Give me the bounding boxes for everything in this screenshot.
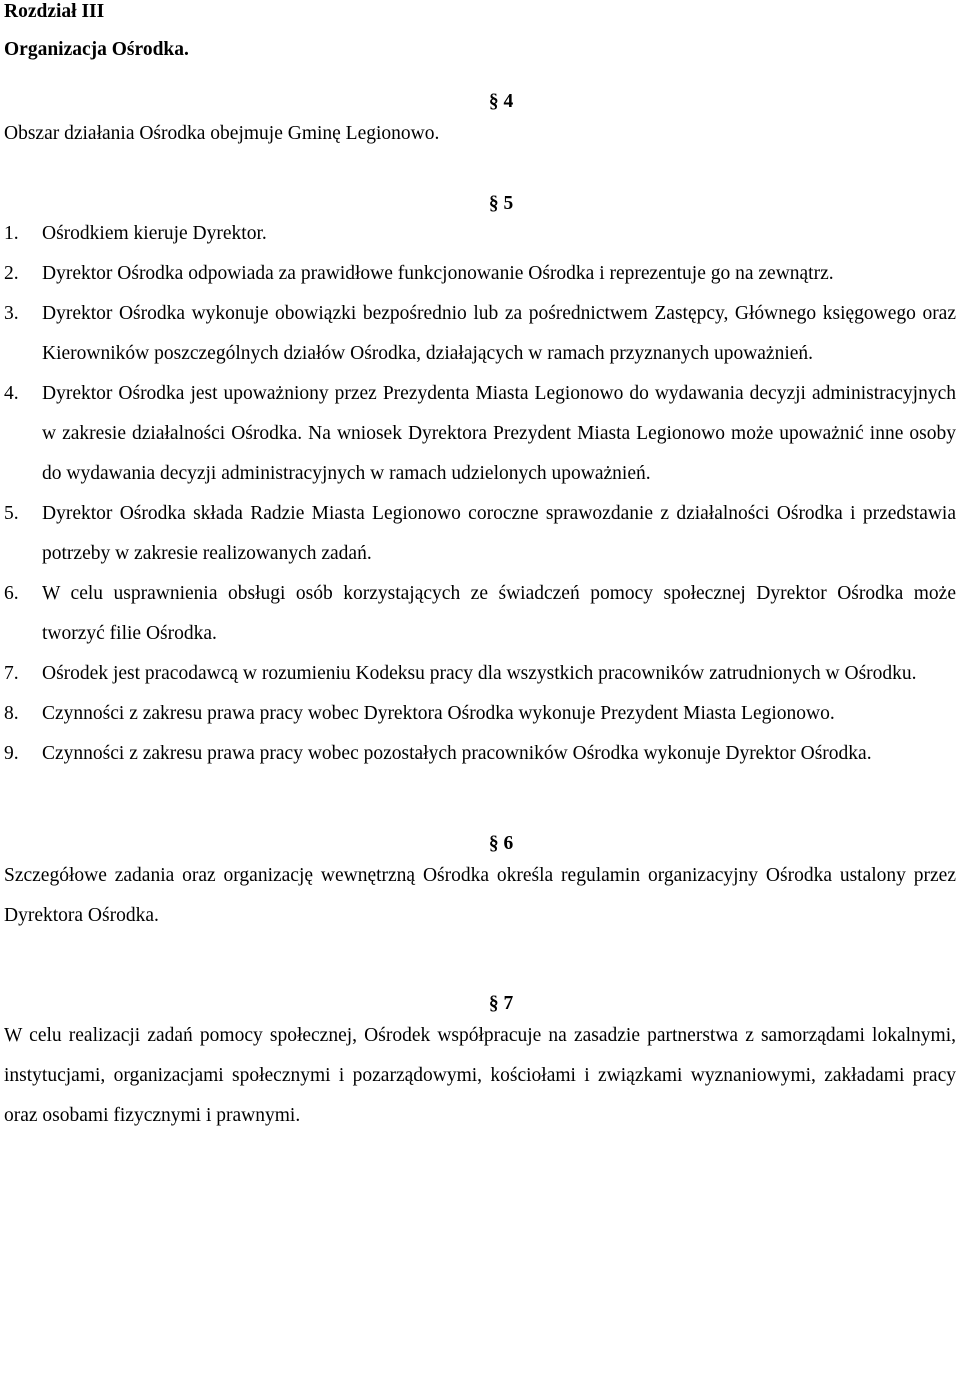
item-text: Dyrektor Ośrodka wykonuje obowiązki bezpośrednio lub za pośrednictwem Zastępcy, Głównego księgowego oraz Kierowników poszczególnych działów Ośrodka, działających w ramach przyznanych upoważnień.	[42, 303, 956, 364]
item-text: Czynności z zakresu prawa pracy wobec Dyrektora Ośrodka wykonuje Prezydent Miasta Legionowo.	[42, 703, 835, 724]
section-mark-6: § 6	[488, 833, 514, 854]
item-text: Dyrektor Ośrodka jest upoważniony przez Prezydenta Miasta Legionowo do wydawania decyzji administracyjnych w zakresie działalności Ośrodka. Na wniosek Dyrektora Prezydent Miasta Legionowo może upoważnić inne osoby do wydawania decyzji administracyjnych w ramach udzielonych upoważnień.	[42, 383, 956, 484]
chapter-title: Organizacja Ośrodka.	[4, 39, 189, 60]
section-4-text: Obszar działania Ośrodka obejmuje Gminę Legionowo.	[4, 123, 440, 144]
section-5-list	[4, 214, 956, 774]
section-mark-4: § 4	[488, 91, 514, 112]
section-6-text: Szczegółowe zadania oraz organizację wewnętrzną Ośrodka określa regulamin organizacyjny Ośrodka ustalony przez Dyrektora Ośrodka.	[4, 865, 956, 926]
list-item	[4, 214, 956, 254]
item-text: W celu usprawnienia obsługi osób korzystających ze świadczeń pomocy społecznej Dyrektor Ośrodka może tworzyć filie Ośrodka.	[42, 583, 956, 644]
item-number: 9.	[4, 743, 19, 764]
item-text: Dyrektor Ośrodka składa Radzie Miasta Legionowo coroczne sprawozdanie z działalności Ośrodka i przedstawia potrzeby w zakresie realizowanych zadań.	[42, 503, 956, 564]
list-item	[4, 694, 956, 734]
list-item	[4, 734, 956, 774]
list-item	[4, 254, 956, 294]
item-number: 7.	[4, 663, 19, 684]
list-item	[4, 654, 956, 694]
item-number: 8.	[4, 703, 19, 724]
item-number: 1.	[4, 223, 19, 244]
document-page	[4, 0, 956, 1136]
section-mark-5: § 5	[488, 193, 514, 214]
item-text: Dyrektor Ośrodka odpowiada za prawidłowe funkcjonowanie Ośrodka i reprezentuje go na zewnątrz.	[42, 263, 834, 284]
item-number: 3.	[4, 303, 19, 324]
item-number: 5.	[4, 503, 19, 524]
chapter-heading: Rozdział III	[4, 1, 105, 22]
section-7-text: W celu realizacji zadań pomocy społecznej, Ośrodek współpracuje na zasadzie partnerstwa z samorządami lokalnymi, instytucjami, organizacjami społecznymi i pozarządowymi, kościołami i związkami wyznaniowymi, zakładami pracy oraz osobami fizycznymi i prawnymi.	[4, 1025, 956, 1126]
list-item	[4, 574, 956, 654]
list-item	[4, 374, 956, 494]
item-number: 4.	[4, 383, 19, 404]
list-item	[4, 494, 956, 574]
item-text: Ośrodek jest pracodawcą w rozumieniu Kodeksu pracy dla wszystkich pracowników zatrudnionych w Ośrodku.	[42, 663, 917, 684]
list-item	[4, 294, 956, 374]
item-text: Czynności z zakresu prawa pracy wobec pozostałych pracowników Ośrodka wykonuje Dyrektor Ośrodka.	[42, 743, 872, 764]
item-number: 6.	[4, 583, 19, 604]
item-number: 2.	[4, 263, 19, 284]
item-text: Ośrodkiem kieruje Dyrektor.	[42, 223, 267, 244]
section-mark-7: § 7	[488, 993, 514, 1014]
